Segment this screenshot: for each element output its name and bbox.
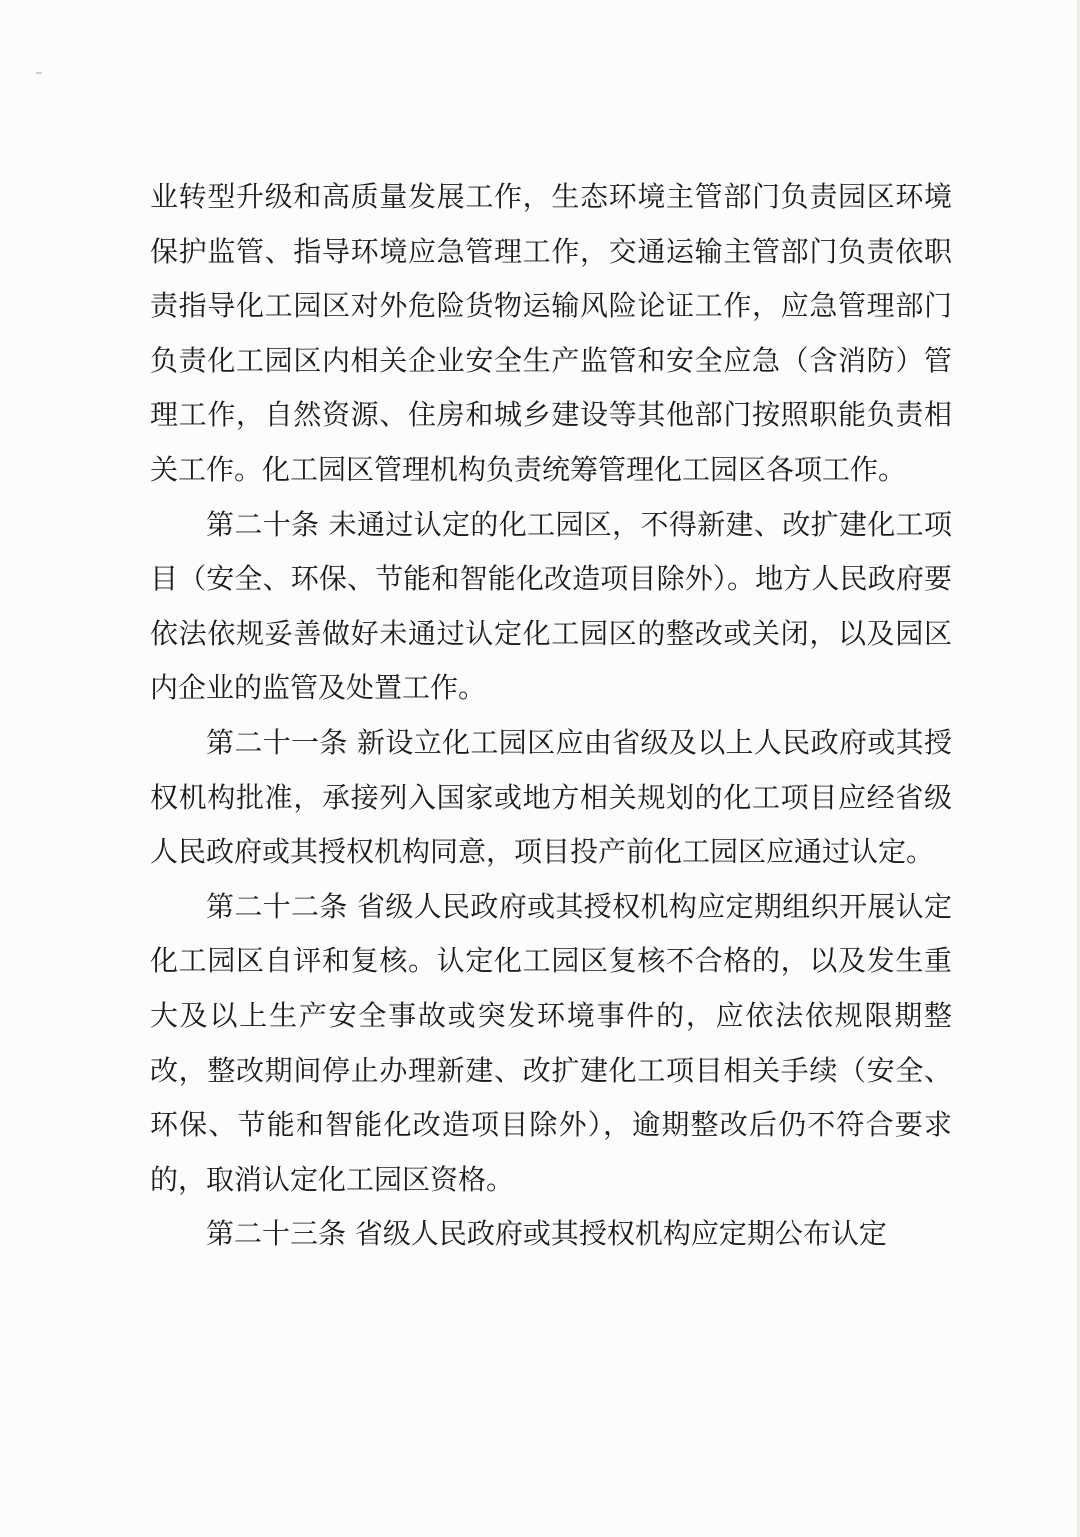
scan-speck xyxy=(36,72,42,74)
article-22: 第二十二条 省级人民政府或其授权机构应定期组织开展认定化工园区自评和复核。认定化工园区复核不合格的，以及发生重大及以上生产安全事故或突发环境事件的，应依法依规限期整改，整改期间停止办理新建、改扩建化工项目相关手续（安全、环保、节能和智能化改造项目除外），逾期整改后仍不符合要求的，取消认定化工园区资格。 xyxy=(150,889,952,1196)
paragraph-continued: 业转型升级和高质量发展工作，生态环境主管部门负责园区环境保护监管、指导环境应急管理工作，交通运输主管部门负责依职责指导化工园区对外危险货物运输风险论证工作，应急管理部门负责化工园区内相关企业安全生产监管和安全应急（含消防）管理工作，自然资源、住房和城乡建设等其他部门按照职能负责相关工作。化工园区管理机构负责统筹管理化工园区各项工作。 xyxy=(150,180,952,486)
article-23: 第二十三条 省级人民政府或其授权机构应定期公布认定 xyxy=(206,1217,887,1251)
document-body xyxy=(150,170,952,1262)
article-21: 第二十一条 新设立化工园区应由省级及以上人民政府或其授权机构批准，承接列入国家或地方相关规划的化工项目应经省级人民政府或其授权机构同意，项目投产前化工园区应通过认定。 xyxy=(150,725,952,869)
article-20: 第二十条 未通过认定的化工园区，不得新建、改扩建化工项目（安全、环保、节能和智能化改造项目除外）。地方人民政府要依法依规妥善做好未通过认定化工园区的整改或关闭，以及园区内企业的监管及处置工作。 xyxy=(150,507,952,705)
